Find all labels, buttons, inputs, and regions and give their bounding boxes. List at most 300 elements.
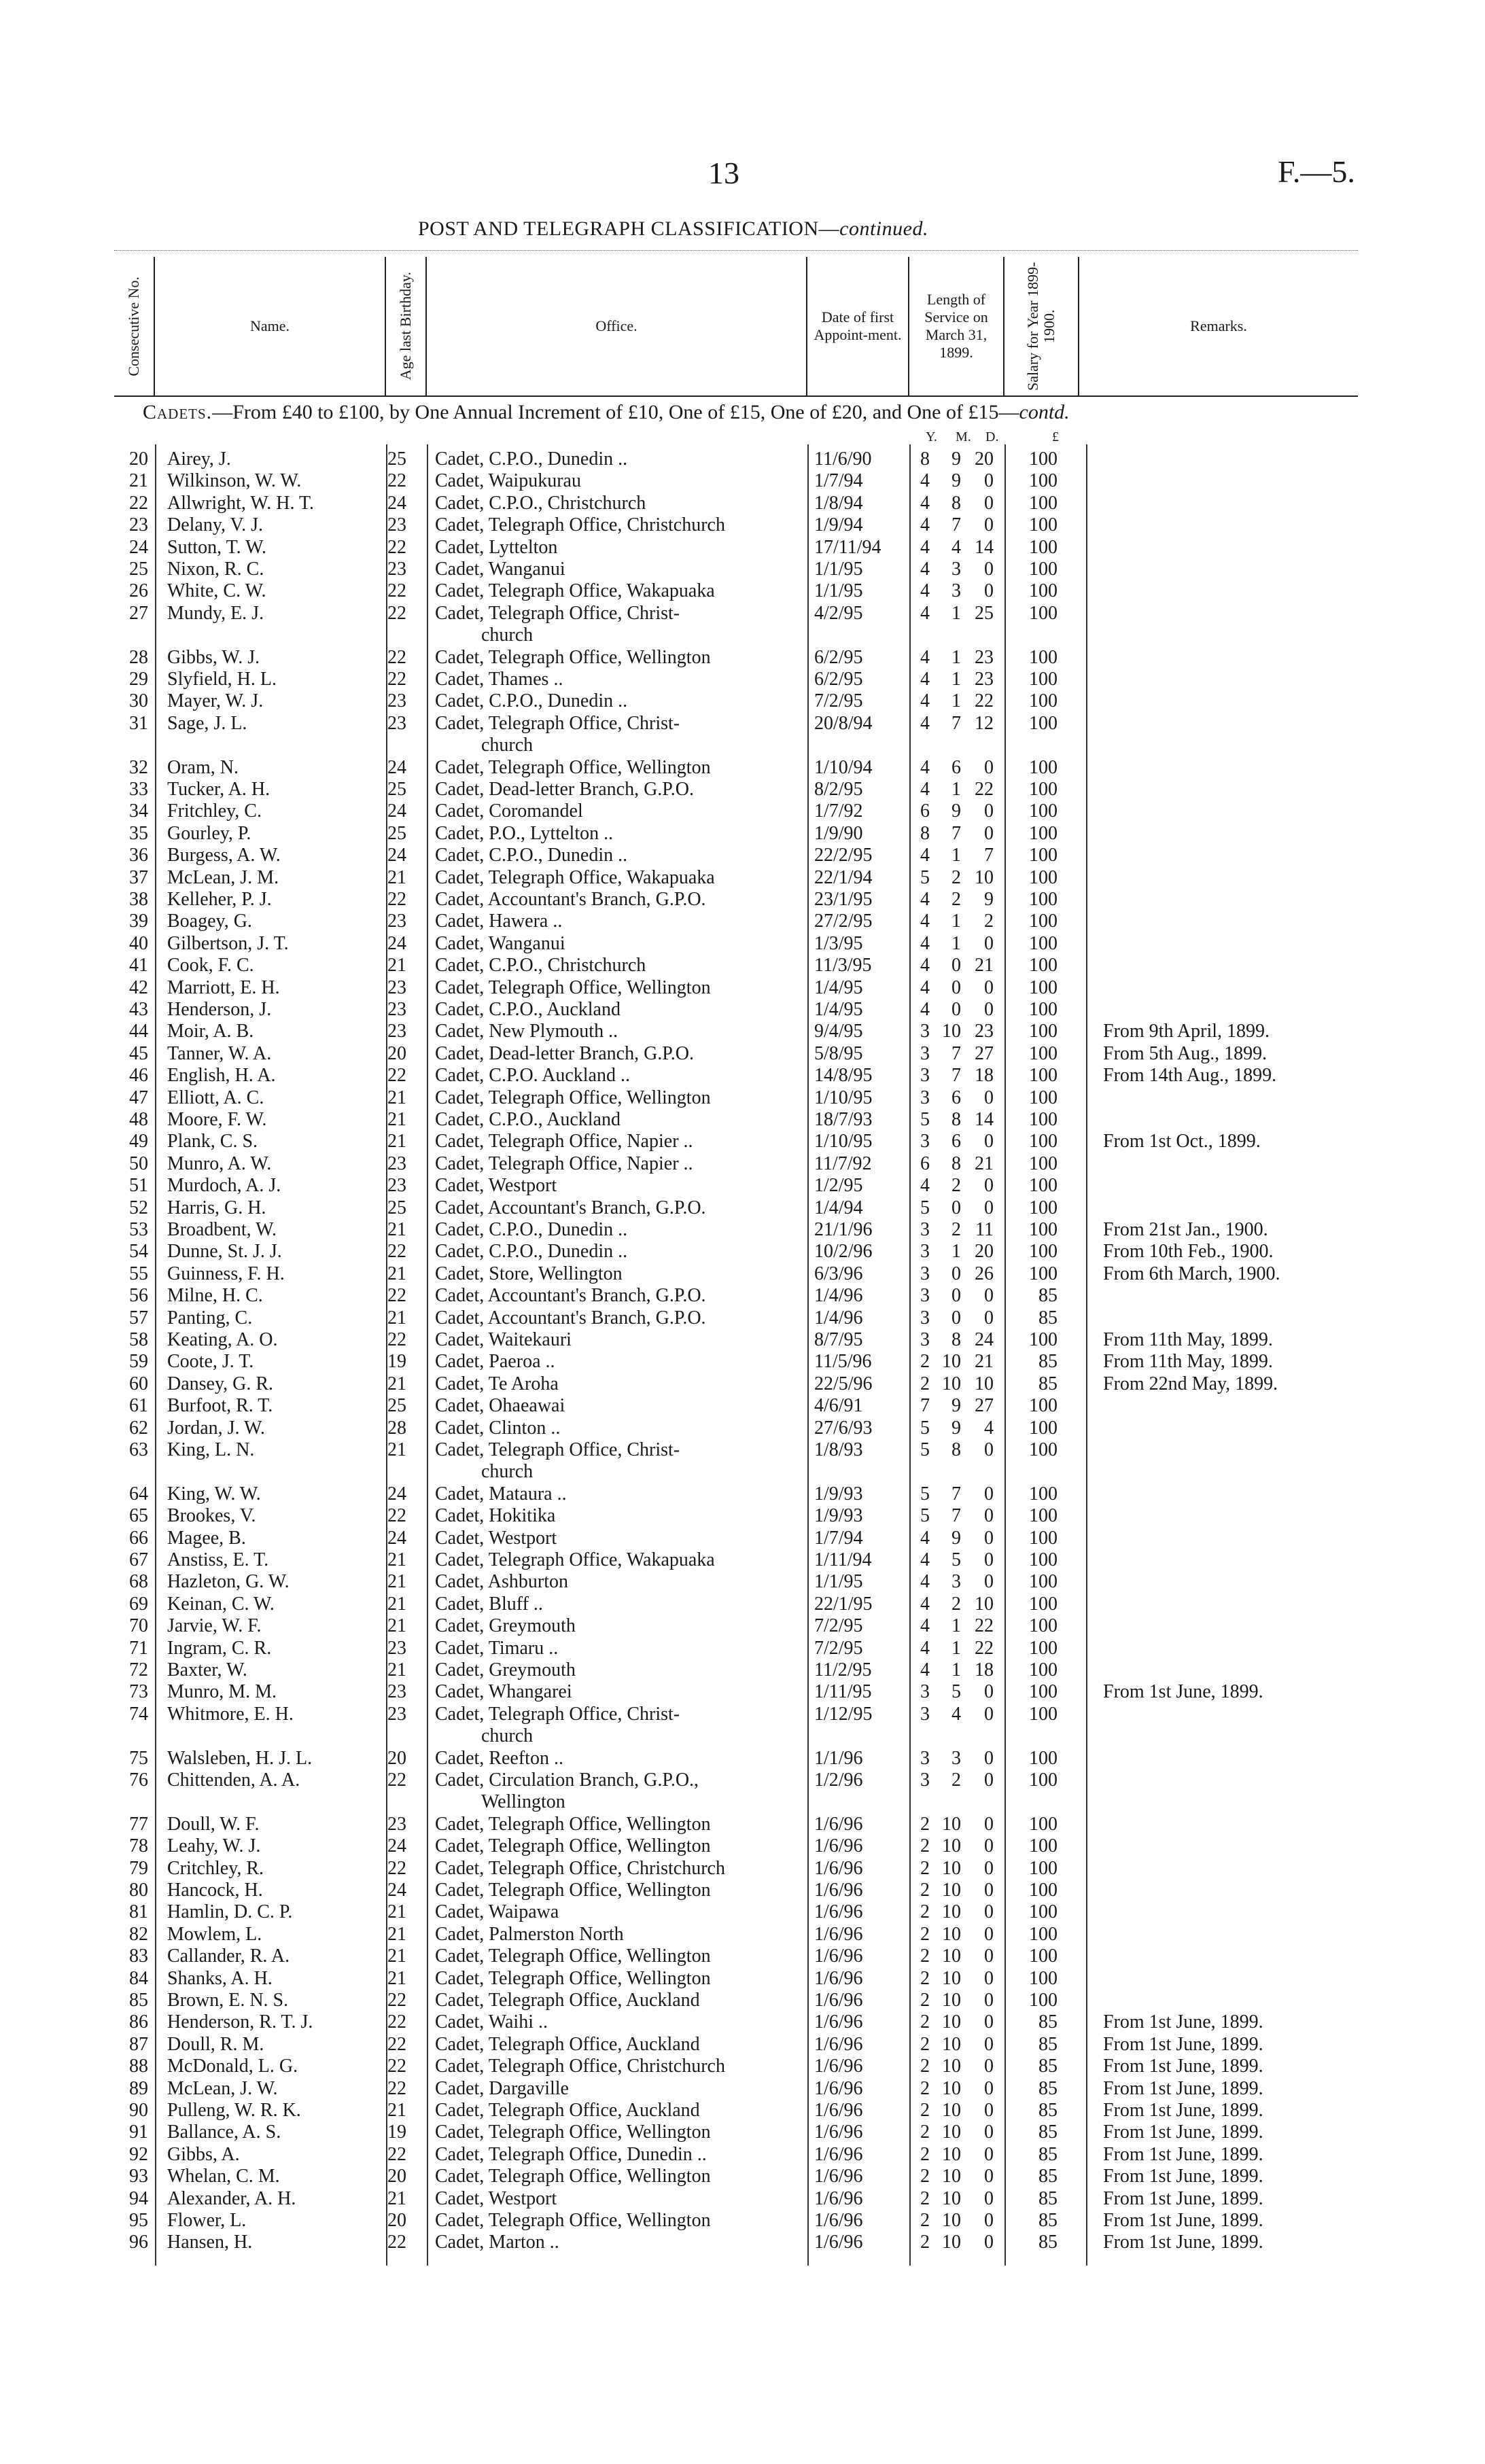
cell-office: Cadet, Ohaeawai xyxy=(435,1395,565,1417)
cell-service-years: 2 xyxy=(920,1835,930,1857)
cell-service-months: 10 xyxy=(942,1923,961,1945)
cell-service-months: 2 xyxy=(951,1175,961,1197)
cell-office: Cadet, Telegraph Office, Christchurch xyxy=(435,2056,725,2077)
cell-consecutive-number: 82 xyxy=(129,1923,148,1945)
cell-office-continuation: church xyxy=(481,1725,534,1747)
cell-age: 24 xyxy=(387,932,406,954)
cell-salary: 100 xyxy=(1029,822,1058,844)
cell-age: 24 xyxy=(387,1527,406,1549)
cell-consecutive-number: 53 xyxy=(129,1219,148,1240)
cell-service-months: 9 xyxy=(951,1395,961,1417)
cell-service-years: 4 xyxy=(920,955,930,976)
cell-consecutive-number: 81 xyxy=(129,1901,148,1923)
cell-service-months: 3 xyxy=(951,1571,961,1593)
cell-name: Tucker, A. H. xyxy=(167,779,270,800)
cell-appointment-date: 23/1/95 xyxy=(814,889,873,910)
cell-service-years: 3 xyxy=(920,1747,930,1769)
cell-service-years: 2 xyxy=(920,2056,930,2077)
cell-name: Doull, W. F. xyxy=(167,1813,260,1835)
cell-name: Milne, H. C. xyxy=(167,1285,263,1307)
cell-service-years: 2 xyxy=(920,2033,930,2055)
cell-service-months: 10 xyxy=(942,2100,961,2121)
cell-appointment-date: 1/6/96 xyxy=(814,2232,863,2253)
cell-age: 25 xyxy=(387,1197,406,1218)
cell-service-months: 9 xyxy=(951,1417,961,1439)
col-header-remarks: Remarks. xyxy=(1190,317,1247,334)
cell-age: 21 xyxy=(387,1571,406,1593)
cell-service-days: 0 xyxy=(984,1527,994,1549)
cell-service-months: 0 xyxy=(951,1197,961,1218)
cell-service-days: 0 xyxy=(984,2056,994,2077)
cell-service-months: 3 xyxy=(951,1747,961,1769)
cell-service-days: 20 xyxy=(975,1241,994,1263)
cell-age: 23 xyxy=(387,1637,406,1659)
cell-name: Panting, C. xyxy=(167,1307,253,1328)
cell-name: Ballance, A. S. xyxy=(167,2122,281,2143)
cell-service-months: 10 xyxy=(942,1857,961,1879)
cell-service-months: 1 xyxy=(951,1637,961,1659)
cell-service-years: 3 xyxy=(920,1241,930,1263)
cell-appointment-date: 1/6/96 xyxy=(814,2011,863,2033)
cell-office: Cadet, Clinton .. xyxy=(435,1417,561,1439)
cell-salary: 100 xyxy=(1029,1549,1058,1570)
cell-office: Cadet, Telegraph Office, Wellington xyxy=(435,646,711,668)
cell-service-years: 4 xyxy=(920,514,930,536)
cell-appointment-date: 7/2/95 xyxy=(814,690,863,712)
cell-service-years: 3 xyxy=(920,1285,930,1307)
cell-service-days: 27 xyxy=(975,1042,994,1064)
cell-age: 25 xyxy=(387,448,406,470)
cell-name: Walsleben, H. J. L. xyxy=(167,1747,313,1769)
cell-service-days: 0 xyxy=(984,1857,994,1879)
cell-service-days: 18 xyxy=(975,1659,994,1680)
cell-service-years: 2 xyxy=(920,2122,930,2143)
cell-service-months: 10 xyxy=(942,1373,961,1394)
cell-name: Coote, J. T. xyxy=(167,1351,254,1373)
cell-salary: 100 xyxy=(1029,470,1058,492)
cell-salary: 100 xyxy=(1029,1880,1058,1901)
cell-age: 22 xyxy=(387,1770,406,1791)
cell-office: Cadet, Telegraph Office, Wellington xyxy=(435,1813,711,1835)
cell-consecutive-number: 36 xyxy=(129,845,148,866)
cell-service-days: 0 xyxy=(984,1901,994,1923)
cell-age: 21 xyxy=(387,1923,406,1945)
cell-consecutive-number: 38 xyxy=(129,889,148,910)
cell-salary: 100 xyxy=(1029,1087,1058,1108)
cell-consecutive-number: 84 xyxy=(129,1967,148,1989)
cell-service-days: 0 xyxy=(984,1131,994,1152)
cell-consecutive-number: 96 xyxy=(129,2232,148,2253)
cell-service-years: 2 xyxy=(920,2077,930,2099)
cell-service-months: 4 xyxy=(951,536,961,558)
col-header-name: Name. xyxy=(155,257,386,395)
cell-name: McDonald, L. G. xyxy=(167,2056,298,2077)
cell-office: Cadet, C.P.O., Auckland xyxy=(435,1109,621,1130)
cell-service-months: 1 xyxy=(951,1659,961,1680)
cell-service-months: 1 xyxy=(951,646,961,668)
cell-salary: 100 xyxy=(1029,1967,1058,1989)
cell-service-years: 3 xyxy=(920,1219,930,1240)
cell-age: 21 xyxy=(387,1615,406,1637)
cell-age: 23 xyxy=(387,1703,406,1725)
cell-appointment-date: 1/6/96 xyxy=(814,1923,863,1945)
cell-service-days: 23 xyxy=(975,669,994,690)
cell-service-months: 7 xyxy=(951,1042,961,1064)
cell-consecutive-number: 54 xyxy=(129,1241,148,1263)
cell-appointment-date: 1/1/95 xyxy=(814,1571,863,1593)
col-header-consecutive-no: Consecutive No. xyxy=(114,257,155,395)
cell-service-years: 5 xyxy=(920,866,930,888)
cell-name: Jordan, J. W. xyxy=(167,1417,265,1439)
cell-office: Cadet, C.P.O., Dunedin .. xyxy=(435,1219,628,1240)
cell-service-months: 6 xyxy=(951,756,961,778)
cell-name: Burfoot, R. T. xyxy=(167,1395,273,1417)
cell-salary: 100 xyxy=(1029,955,1058,976)
cell-service-years: 4 xyxy=(920,470,930,492)
cell-service-years: 3 xyxy=(920,1703,930,1725)
cell-service-days: 0 xyxy=(984,1483,994,1504)
cell-service-years: 4 xyxy=(920,999,930,1020)
cell-consecutive-number: 20 xyxy=(129,448,148,470)
cell-name: Mundy, E. J. xyxy=(167,602,264,624)
cell-office: Cadet, Telegraph Office, Auckland xyxy=(435,2100,700,2121)
cell-office: Cadet, Te Aroha xyxy=(435,1373,559,1394)
cell-service-years: 2 xyxy=(920,2210,930,2231)
cell-appointment-date: 1/9/90 xyxy=(814,822,863,844)
column-rule xyxy=(807,444,809,2266)
cell-name: Whelan, C. M. xyxy=(167,2166,280,2187)
cell-remarks: From 1st June, 1899. xyxy=(1103,2143,1263,2165)
cell-name: Boagey, G. xyxy=(167,911,252,932)
cell-service-years: 4 xyxy=(920,492,930,514)
cell-service-days: 0 xyxy=(984,514,994,536)
cell-office: Cadet, Dead-letter Branch, G.P.O. xyxy=(435,779,694,800)
cell-age: 19 xyxy=(387,2122,406,2143)
cell-consecutive-number: 93 xyxy=(129,2166,148,2187)
cell-service-months: 10 xyxy=(942,1813,961,1835)
cell-name: Slyfield, H. L. xyxy=(167,669,277,690)
column-rule xyxy=(1086,444,1087,2266)
cell-salary: 100 xyxy=(1029,1152,1058,1174)
cell-appointment-date: 1/2/96 xyxy=(814,1770,863,1791)
cell-appointment-date: 1/2/95 xyxy=(814,1175,863,1197)
cell-name: Callander, R. A. xyxy=(167,1946,290,1967)
cell-office-continuation: church xyxy=(481,1461,534,1483)
cell-office: Cadet, Greymouth xyxy=(435,1615,576,1637)
cell-age: 22 xyxy=(387,1285,406,1307)
col-header-office: Office. xyxy=(427,257,807,395)
cell-service-days: 0 xyxy=(984,580,994,602)
cell-age: 21 xyxy=(387,1219,406,1240)
cell-consecutive-number: 86 xyxy=(129,2011,148,2033)
cell-appointment-date: 1/9/93 xyxy=(814,1483,863,1504)
cell-office: Cadet, Telegraph Office, Wakapuaka xyxy=(435,866,715,888)
cell-consecutive-number: 21 xyxy=(129,470,148,492)
cell-consecutive-number: 35 xyxy=(129,822,148,844)
cell-salary: 100 xyxy=(1029,800,1058,822)
cell-name: Shanks, A. H. xyxy=(167,1967,273,1989)
cell-office: Cadet, Accountant's Branch, G.P.O. xyxy=(435,1307,706,1328)
cell-salary: 100 xyxy=(1029,1681,1058,1703)
cell-consecutive-number: 51 xyxy=(129,1175,148,1197)
cell-salary: 85 xyxy=(1038,2077,1058,2099)
cell-service-years: 8 xyxy=(920,822,930,844)
cell-service-months: 10 xyxy=(942,2122,961,2143)
cell-age: 21 xyxy=(387,1549,406,1570)
cell-appointment-date: 22/1/95 xyxy=(814,1593,873,1615)
cell-consecutive-number: 48 xyxy=(129,1109,148,1130)
cell-age: 25 xyxy=(387,1395,406,1417)
cell-age: 21 xyxy=(387,1967,406,1989)
cell-age: 22 xyxy=(387,1990,406,2011)
cell-name: Mayer, W. J. xyxy=(167,690,264,712)
cell-name: Dansey, G. R. xyxy=(167,1373,274,1394)
cell-service-years: 4 xyxy=(920,911,930,932)
cell-remarks: From 1st June, 1899. xyxy=(1103,2187,1263,2209)
cell-consecutive-number: 34 xyxy=(129,800,148,822)
cell-name: White, C. W. xyxy=(167,580,266,602)
cell-service-days: 23 xyxy=(975,646,994,668)
cell-age: 22 xyxy=(387,1329,406,1350)
cell-salary: 85 xyxy=(1038,1285,1058,1307)
cell-office: Cadet, C.P.O., Dunedin .. xyxy=(435,845,628,866)
cell-salary: 85 xyxy=(1038,2122,1058,2143)
cell-name: McLean, J. W. xyxy=(167,2077,278,2099)
cell-office: Cadet, Waitekauri xyxy=(435,1329,572,1350)
cell-salary: 100 xyxy=(1029,712,1058,734)
cell-service-years: 2 xyxy=(920,1857,930,1879)
cell-age: 23 xyxy=(387,1152,406,1174)
cell-consecutive-number: 94 xyxy=(129,2187,148,2209)
cell-service-years: 3 xyxy=(920,1329,930,1350)
cell-age: 24 xyxy=(387,1880,406,1901)
cell-service-days: 22 xyxy=(975,690,994,712)
cell-consecutive-number: 62 xyxy=(129,1417,148,1439)
cell-remarks: From 6th March, 1900. xyxy=(1103,1263,1280,1284)
cell-office: Cadet, Coromandel xyxy=(435,800,583,822)
cell-appointment-date: 1/6/96 xyxy=(814,2210,863,2231)
cell-service-months: 5 xyxy=(951,1549,961,1570)
cell-service-days: 22 xyxy=(975,1637,994,1659)
cell-name: Chittenden, A. A. xyxy=(167,1770,300,1791)
cell-office: Cadet, Dead-letter Branch, G.P.O. xyxy=(435,1042,694,1064)
cell-office: Cadet, Lyttelton xyxy=(435,536,558,558)
cell-remarks: From 10th Feb., 1900. xyxy=(1103,1241,1274,1263)
section-text: —From £40 to £100, by One Annual Increment of £10, One of £15, One of £20, and One of £15— xyxy=(212,401,1019,423)
cell-salary: 100 xyxy=(1029,1417,1058,1439)
cell-service-days: 10 xyxy=(975,1373,994,1394)
cell-service-years: 2 xyxy=(920,1946,930,1967)
cell-service-days: 9 xyxy=(984,889,994,910)
cell-salary: 100 xyxy=(1029,1946,1058,1967)
cell-appointment-date: 1/1/95 xyxy=(814,580,863,602)
cell-service-years: 2 xyxy=(920,2166,930,2187)
cell-appointment-date: 1/1/95 xyxy=(814,559,863,580)
cell-service-months: 2 xyxy=(951,1770,961,1791)
cell-consecutive-number: 79 xyxy=(129,1857,148,1879)
cell-salary: 100 xyxy=(1029,1615,1058,1637)
cell-name: Mowlem, L. xyxy=(167,1923,262,1945)
cell-appointment-date: 1/6/96 xyxy=(814,1990,863,2011)
cell-salary: 100 xyxy=(1029,1483,1058,1504)
cell-service-years: 4 xyxy=(920,756,930,778)
cell-service-years: 6 xyxy=(920,800,930,822)
cell-consecutive-number: 28 xyxy=(129,646,148,668)
cell-consecutive-number: 85 xyxy=(129,1990,148,2011)
cell-salary: 100 xyxy=(1029,602,1058,624)
cell-age: 24 xyxy=(387,1483,406,1504)
cell-age: 25 xyxy=(387,822,406,844)
cell-consecutive-number: 46 xyxy=(129,1065,148,1087)
section-heading xyxy=(143,401,1070,424)
cell-service-months: 9 xyxy=(951,1527,961,1549)
cell-consecutive-number: 78 xyxy=(129,1835,148,1857)
cell-service-months: 0 xyxy=(951,976,961,998)
cell-name: Gilbertson, J. T. xyxy=(167,932,289,954)
cell-appointment-date: 1/6/96 xyxy=(814,2077,863,2099)
cell-name: Murdoch, A. J. xyxy=(167,1175,281,1197)
cell-age: 23 xyxy=(387,1681,406,1703)
cell-service-years: 4 xyxy=(920,690,930,712)
cell-age: 25 xyxy=(387,779,406,800)
cell-service-years: 3 xyxy=(920,1021,930,1042)
cell-age: 21 xyxy=(387,1087,406,1108)
cell-service-days: 25 xyxy=(975,602,994,624)
cell-appointment-date: 1/6/96 xyxy=(814,2100,863,2121)
cell-age: 20 xyxy=(387,1042,406,1064)
cell-consecutive-number: 37 xyxy=(129,866,148,888)
cell-service-years: 2 xyxy=(920,2100,930,2121)
cell-consecutive-number: 24 xyxy=(129,536,148,558)
cell-salary: 85 xyxy=(1038,2143,1058,2165)
cell-service-days: 0 xyxy=(984,1770,994,1791)
cell-service-years: 4 xyxy=(920,559,930,580)
cell-office: Cadet, Telegraph Office, Christ- xyxy=(435,602,680,624)
cell-consecutive-number: 75 xyxy=(129,1747,148,1769)
cell-salary: 100 xyxy=(1029,448,1058,470)
cell-name: Henderson, R. T. J. xyxy=(167,2011,313,2033)
cell-service-days: 0 xyxy=(984,1571,994,1593)
cell-service-days: 0 xyxy=(984,2232,994,2253)
cell-age: 20 xyxy=(387,2210,406,2231)
cell-service-years: 4 xyxy=(920,580,930,602)
cell-age: 23 xyxy=(387,911,406,932)
cell-service-years: 2 xyxy=(920,1990,930,2011)
cell-appointment-date: 6/3/96 xyxy=(814,1263,863,1284)
cell-appointment-date: 7/2/95 xyxy=(814,1615,863,1637)
cell-office: Cadet, C.P.O., Auckland xyxy=(435,999,621,1020)
cell-service-days: 0 xyxy=(984,2210,994,2231)
cell-office: Cadet, Timaru .. xyxy=(435,1637,559,1659)
cell-service-years: 2 xyxy=(920,1923,930,1945)
cell-office: Cadet, Thames .. xyxy=(435,669,563,690)
cell-age: 22 xyxy=(387,2056,406,2077)
cell-consecutive-number: 33 xyxy=(129,779,148,800)
cell-age: 21 xyxy=(387,1593,406,1615)
cell-office: Cadet, Paeroa .. xyxy=(435,1351,555,1373)
cell-office: Cadet, Bluff .. xyxy=(435,1593,543,1615)
cell-office: Cadet, Telegraph Office, Wellington xyxy=(435,1835,711,1857)
cell-service-months: 5 xyxy=(951,1681,961,1703)
cell-office: Cadet, New Plymouth .. xyxy=(435,1021,618,1042)
cell-office: Cadet, Telegraph Office, Wellington xyxy=(435,2166,711,2187)
cell-consecutive-number: 42 xyxy=(129,976,148,998)
cell-service-years: 3 xyxy=(920,1131,930,1152)
cell-remarks: From 1st June, 1899. xyxy=(1103,2210,1263,2231)
cell-service-years: 2 xyxy=(920,2187,930,2209)
cell-appointment-date: 8/7/95 xyxy=(814,1329,863,1350)
cell-service-years: 3 xyxy=(920,1307,930,1328)
cell-name: Gibbs, A. xyxy=(167,2143,240,2165)
cell-salary: 100 xyxy=(1029,1637,1058,1659)
cell-salary: 100 xyxy=(1029,756,1058,778)
cell-salary: 100 xyxy=(1029,1990,1058,2011)
cell-appointment-date: 1/6/96 xyxy=(814,1835,863,1857)
cell-office: Cadet, Waipawa xyxy=(435,1901,559,1923)
cell-salary: 100 xyxy=(1029,866,1058,888)
page-title-text: POST AND TELEGRAPH CLASSIFICATION— xyxy=(418,217,840,240)
cell-service-years: 2 xyxy=(920,1967,930,1989)
cell-service-days: 2 xyxy=(984,911,994,932)
cell-consecutive-number: 59 xyxy=(129,1351,148,1373)
cell-service-days: 0 xyxy=(984,976,994,998)
cell-appointment-date: 1/11/94 xyxy=(814,1549,872,1570)
cell-service-months: 0 xyxy=(951,1263,961,1284)
cell-service-years: 3 xyxy=(920,1263,930,1284)
cell-name: Hancock, H. xyxy=(167,1880,263,1901)
cell-age: 22 xyxy=(387,2232,406,2253)
cell-service-days: 0 xyxy=(984,999,994,1020)
cell-name: Moir, A. B. xyxy=(167,1021,254,1042)
cell-service-years: 3 xyxy=(920,1681,930,1703)
cell-appointment-date: 1/6/96 xyxy=(814,1901,863,1923)
cell-service-days: 0 xyxy=(984,1681,994,1703)
cell-office: Cadet, C.P.O., Dunedin .. xyxy=(435,1241,628,1263)
cell-service-days: 11 xyxy=(975,1219,994,1240)
cell-appointment-date: 18/7/93 xyxy=(814,1109,873,1130)
cell-service-days: 21 xyxy=(975,1351,994,1373)
cell-consecutive-number: 29 xyxy=(129,669,148,690)
cell-name: Guinness, F. H. xyxy=(167,1263,285,1284)
unit-months: M. xyxy=(956,429,971,444)
cell-consecutive-number: 72 xyxy=(129,1659,148,1680)
cell-service-months: 6 xyxy=(951,1131,961,1152)
cell-consecutive-number: 57 xyxy=(129,1307,148,1328)
cell-name: Munro, M. M. xyxy=(167,1681,277,1703)
cell-service-months: 0 xyxy=(951,1307,961,1328)
cell-appointment-date: 14/8/95 xyxy=(814,1065,873,1087)
cell-service-years: 4 xyxy=(920,932,930,954)
cell-appointment-date: 1/7/94 xyxy=(814,1527,863,1549)
cell-appointment-date: 21/1/96 xyxy=(814,1219,873,1240)
cell-appointment-date: 1/6/96 xyxy=(814,2166,863,2187)
cell-name: Hazleton, G. W. xyxy=(167,1571,290,1593)
cell-service-months: 1 xyxy=(951,911,961,932)
cell-name: Nixon, R. C. xyxy=(167,559,264,580)
cell-consecutive-number: 47 xyxy=(129,1087,148,1108)
cell-age: 22 xyxy=(387,669,406,690)
cell-service-days: 22 xyxy=(975,1615,994,1637)
cell-name: King, L. N. xyxy=(167,1439,255,1460)
cell-office: Cadet, Westport xyxy=(435,2187,557,2209)
cell-salary: 100 xyxy=(1029,669,1058,690)
cell-office: Cadet, Waipukurau xyxy=(435,470,581,492)
cell-service-months: 10 xyxy=(942,2232,961,2253)
col-header-age: Age last Birthday. xyxy=(386,257,427,395)
cell-service-years: 5 xyxy=(920,1109,930,1130)
cell-name: Hansen, H. xyxy=(167,2232,253,2253)
cell-service-years: 4 xyxy=(920,1659,930,1680)
